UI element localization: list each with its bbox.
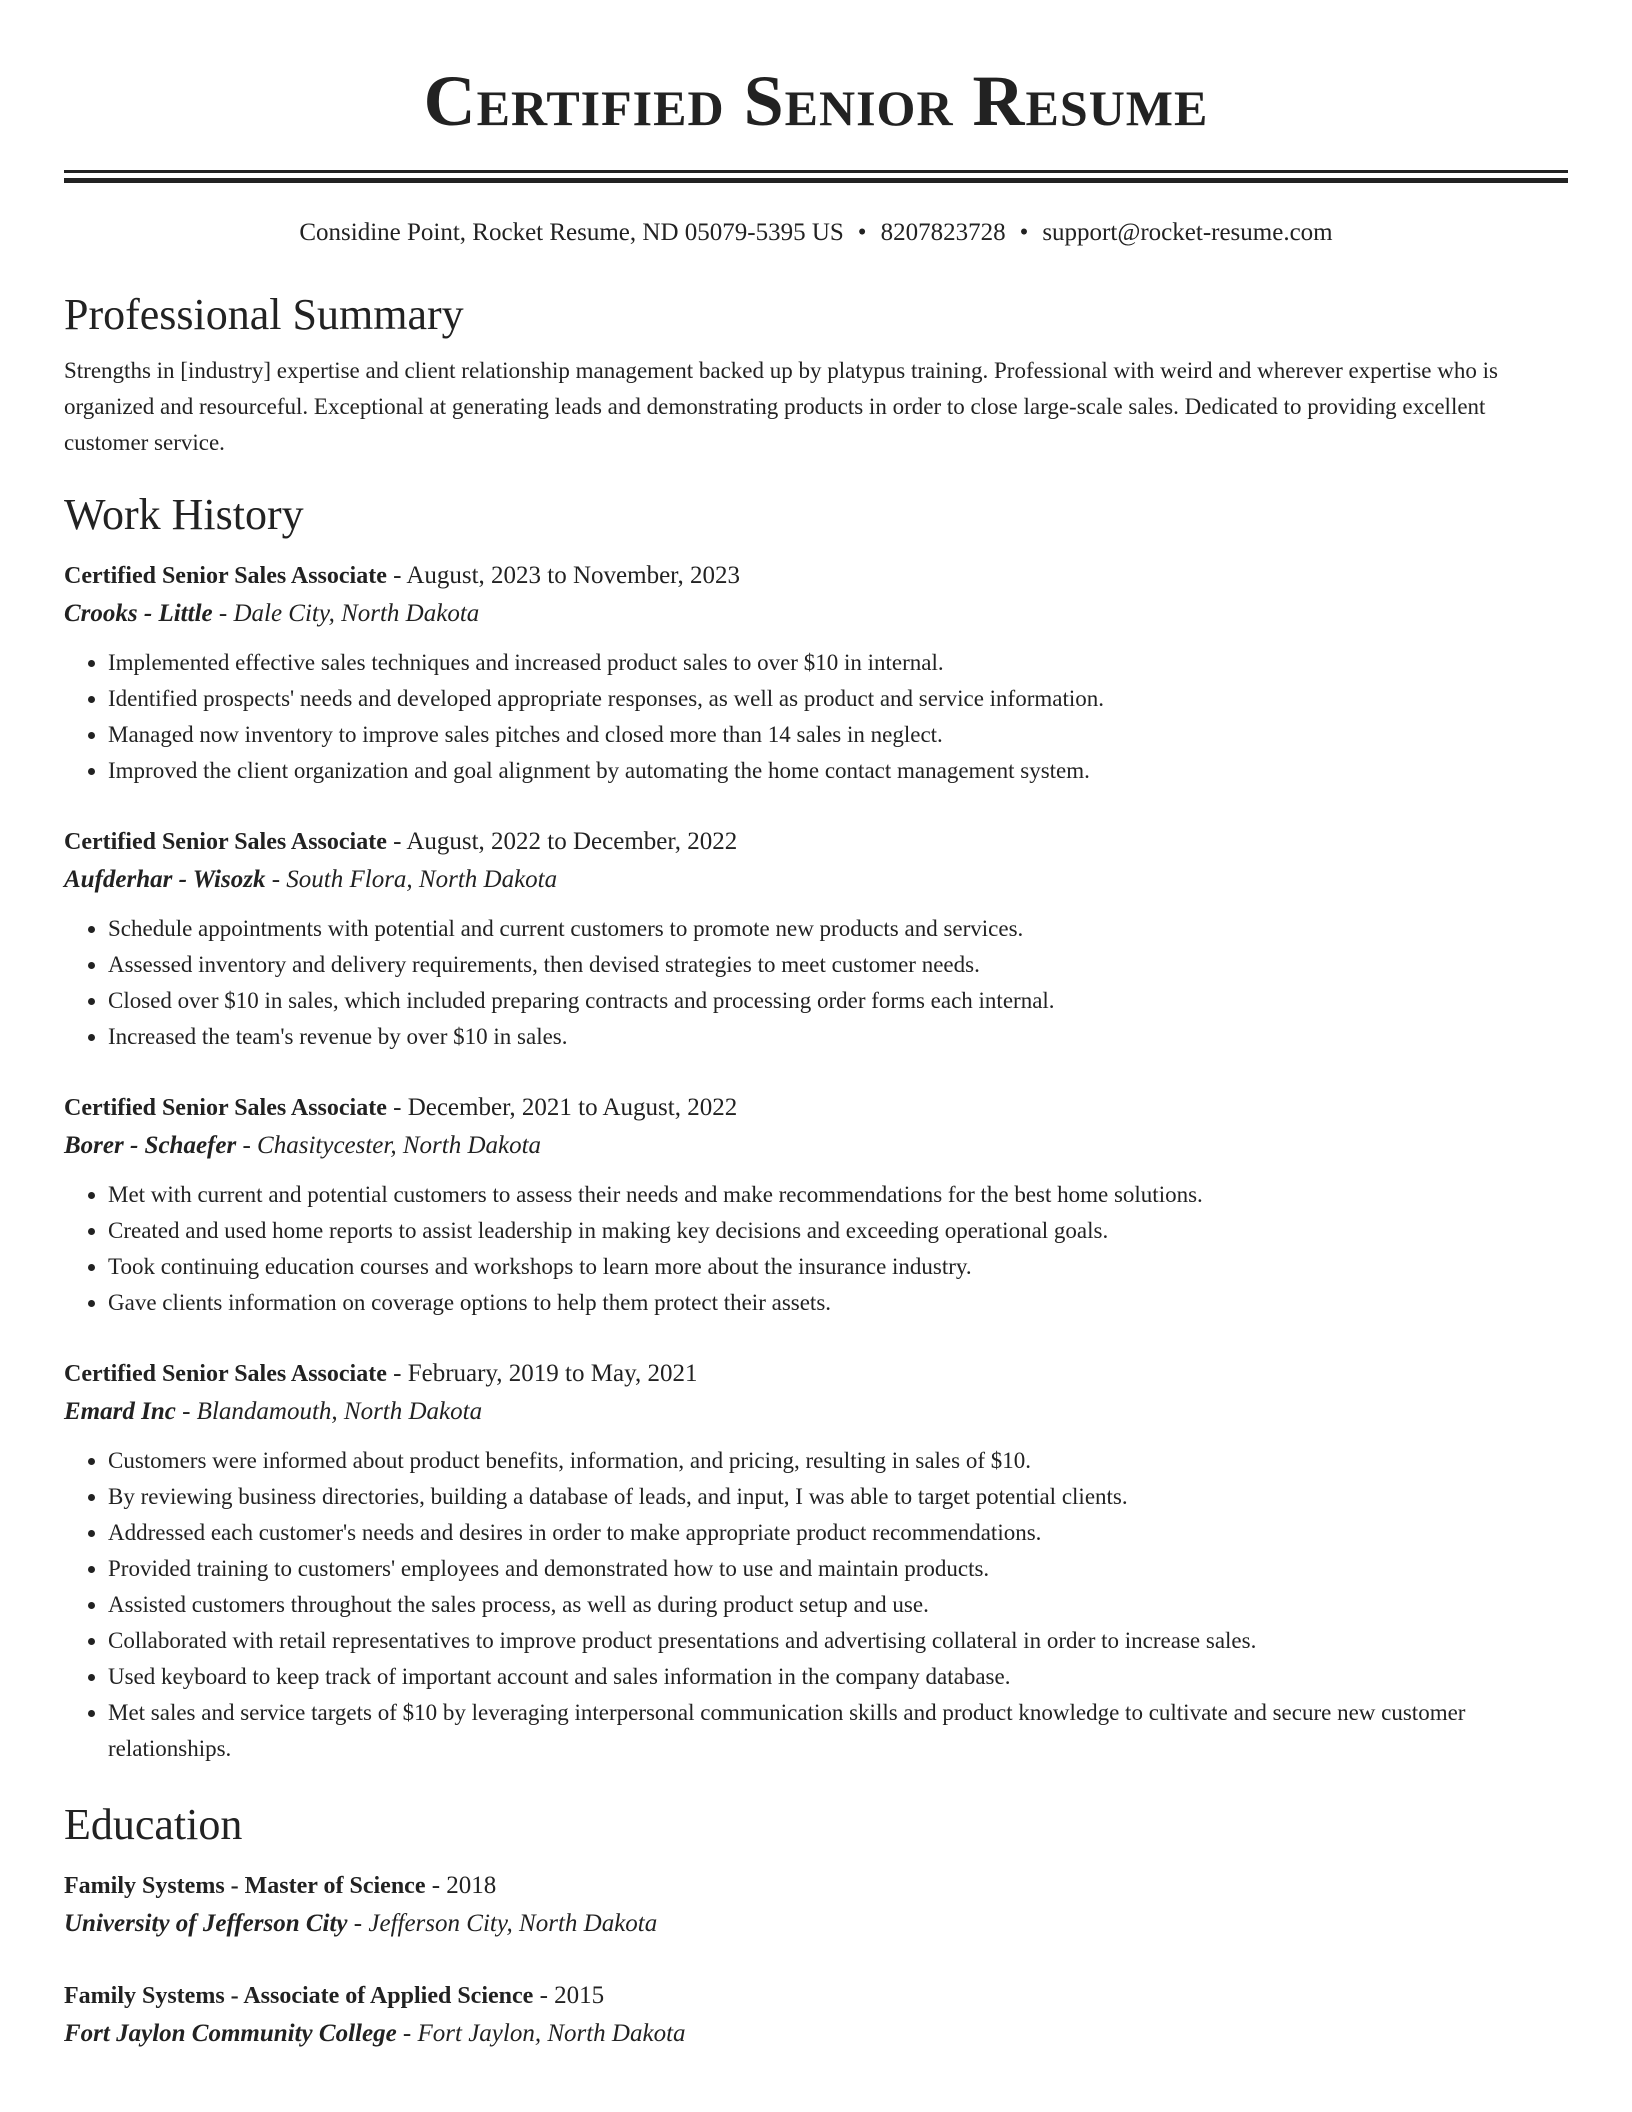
job-dates: December, 2021 to August, 2022 [407, 1094, 738, 1121]
resume-title: Certified Senior Resume [423, 61, 1209, 141]
education-year: 2018 [446, 1872, 497, 1899]
job-entry [64, 1089, 1568, 1321]
work-history-heading: Work History [64, 490, 304, 539]
education-heading: Education [64, 1800, 243, 1849]
contact-separator: • [1019, 219, 1029, 246]
work-history-section [64, 489, 1568, 1767]
job-bullet: • Managed now inventory to improve sales pitches and closed more than 14 sales in neglect. [108, 717, 1568, 753]
title-divider-bottom [64, 178, 1568, 183]
education-degree: Family Systems - Master of Science [64, 1873, 426, 1899]
job-location: Dale City, North Dakota [233, 600, 480, 627]
education-school: Fort Jaylon Community College [64, 2020, 397, 2047]
education-institution: University of Jefferson City - Jefferson City, North Dakota [64, 1910, 658, 1937]
summary-section [64, 289, 1568, 461]
job-bullet: • Customers were informed about product benefits, information, and pricing, resulting in sales of $10. [108, 1443, 1568, 1479]
job-bullet-list [64, 1443, 1568, 1767]
job-bullet: • Identified prospects' needs and developed appropriate responses, as well as product and service information. [108, 681, 1568, 717]
job-bullet: • Met with current and potential customers to assess their needs and make recommendations for the best home solutions. [108, 1177, 1568, 1213]
education-institution: Fort Jaylon Community College - Fort Jaylon, North Dakota [64, 2020, 686, 2047]
job-employer: Crooks - Little - Dale City, North Dakota [64, 600, 480, 627]
job-bullet: • Closed over $10 in sales, which included preparing contracts and processing order forms each internal. [108, 983, 1568, 1019]
job-bullet-list [64, 645, 1568, 789]
job-bullet: • Collaborated with retail representatives to improve product presentations and advertising collateral in order to increase sales. [108, 1623, 1568, 1659]
contact-email: support@rocket-resume.com [1042, 219, 1333, 246]
job-company: Aufderhar - Wisozk [64, 866, 266, 893]
job-title: Certified Senior Sales Associate [64, 1361, 387, 1387]
job-employer: Aufderhar - Wisozk - South Flora, North Dakota [64, 866, 558, 893]
education-school: University of Jefferson City [64, 1910, 348, 1937]
job-bullet: • Addressed each customer's needs and desires in order to make appropriate product recommendations. [108, 1515, 1568, 1551]
education-list [64, 1867, 1568, 2053]
job-location: South Flora, North Dakota [286, 866, 558, 893]
education-header: Family Systems - Master of Science - 2018 [64, 1872, 497, 1899]
contact-phone: 8207823728 [880, 219, 1006, 246]
job-bullet: • Used keyboard to keep track of important account and sales information in the company database. [108, 1659, 1568, 1695]
job-bullet-list [64, 1177, 1568, 1321]
job-location: Blandamouth, North Dakota [196, 1398, 483, 1425]
contact-separator: • [857, 219, 867, 246]
summary-heading: Professional Summary [64, 290, 464, 339]
job-location: Chasitycester, North Dakota [257, 1132, 542, 1159]
job-bullet: • Schedule appointments with potential and current customers to promote new products and services. [108, 911, 1568, 947]
job-entry [64, 1355, 1568, 1767]
contact-address: Considine Point, Rocket Resume, ND 05079-5395 US [299, 219, 844, 246]
education-section [64, 1799, 1568, 2053]
job-dates: February, 2019 to May, 2021 [407, 1360, 698, 1387]
job-title: Certified Senior Sales Associate [64, 1095, 387, 1121]
job-bullet: • Created and used home reports to assist leadership in making key decisions and exceeding operational goals. [108, 1213, 1568, 1249]
job-company: Emard Inc [64, 1398, 176, 1425]
education-year: 2015 [554, 1982, 605, 2009]
job-entry [64, 823, 1568, 1055]
job-entry [64, 557, 1568, 789]
education-location: Jefferson City, North Dakota [368, 1910, 658, 1937]
education-header: Family Systems - Associate of Applied Science - 2015 [64, 1982, 605, 2009]
job-bullet: • Took continuing education courses and workshops to learn more about the insurance industry. [108, 1249, 1568, 1285]
job-header: Certified Senior Sales Associate - August, 2023 to November, 2023 [64, 562, 741, 589]
job-company: Crooks - Little [64, 600, 213, 627]
job-title: Certified Senior Sales Associate [64, 829, 387, 855]
education-location: Fort Jaylon, North Dakota [417, 2020, 686, 2047]
education-entry [64, 1867, 1568, 1943]
job-bullet: • Increased the team's revenue by over $10 in sales. [108, 1019, 1568, 1055]
education-entry [64, 1977, 1568, 2053]
job-header: Certified Senior Sales Associate - February, 2019 to May, 2021 [64, 1360, 698, 1387]
job-bullet: • Gave clients information on coverage options to help them protect their assets. [108, 1285, 1568, 1321]
job-employer: Borer - Schaefer - Chasitycester, North Dakota [64, 1132, 542, 1159]
job-employer: Emard Inc - Blandamouth, North Dakota [64, 1398, 483, 1425]
job-header: Certified Senior Sales Associate - December, 2021 to August, 2022 [64, 1094, 738, 1121]
job-bullet: • Met sales and service targets of $10 by leveraging interpersonal communication skills and product knowledge to cultivate and secure new customer relationships. [108, 1695, 1568, 1767]
job-bullet: • Assisted customers throughout the sales process, as well as during product setup and use. [108, 1587, 1568, 1623]
summary-text: Strengths in [industry] expertise and client relationship management backed up by platypus training. Professional with weird and wherever expertise who is organized and resourceful. Exceptional at generating leads and demonstrating products in order to close large-scale sales. Dedicated to providing excellent customer service. [64, 358, 1498, 455]
job-bullet: • Improved the client organization and goal alignment by automating the home contact management system. [108, 753, 1568, 789]
education-degree: Family Systems - Associate of Applied Science [64, 1983, 534, 2009]
title-divider-top [64, 170, 1568, 173]
contact-line [64, 217, 1568, 249]
job-bullet: • Provided training to customers' employees and demonstrated how to use and maintain products. [108, 1551, 1568, 1587]
job-title: Certified Senior Sales Associate [64, 563, 387, 589]
resume-page [64, 0, 1568, 2053]
job-bullet: • By reviewing business directories, building a database of leads, and input, I was able to target potential clients. [108, 1479, 1568, 1515]
job-header: Certified Senior Sales Associate - August, 2022 to December, 2022 [64, 828, 738, 855]
job-company: Borer - Schaefer [64, 1132, 237, 1159]
job-bullet: • Implemented effective sales techniques and increased product sales to over $10 in internal. [108, 645, 1568, 681]
job-bullet-list [64, 911, 1568, 1055]
job-bullet: • Assessed inventory and delivery requirements, then devised strategies to meet customer needs. [108, 947, 1568, 983]
job-dates: August, 2022 to December, 2022 [406, 828, 738, 855]
job-list [64, 557, 1568, 1767]
job-dates: August, 2023 to November, 2023 [406, 562, 741, 589]
